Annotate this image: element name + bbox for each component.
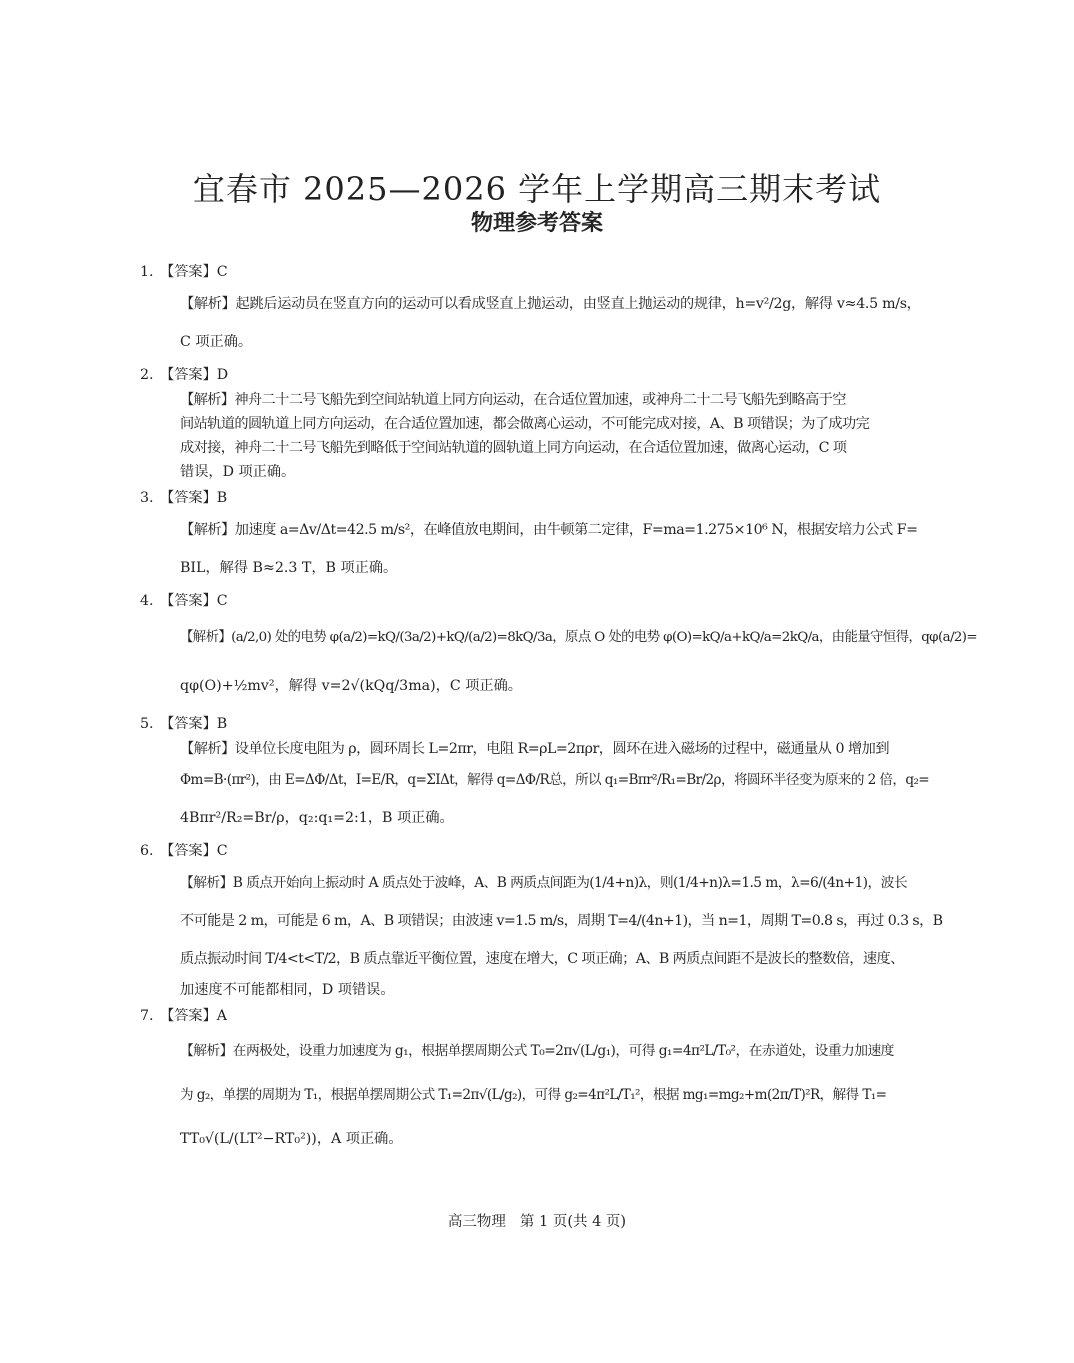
question-number: 2. <box>140 367 154 383</box>
analysis-line: 加速度不可能都相同，D 项错误。 <box>180 982 395 998</box>
question-4 <box>140 590 978 710</box>
analysis-line: 4Bπr²/R₂=Br/ρ，q₂:q₁=2:1，B 项正确。 <box>180 810 454 826</box>
analysis <box>160 737 930 837</box>
question-number: 6. <box>140 843 154 859</box>
page-subtitle: 物理参考答案 <box>470 211 603 236</box>
answer-list <box>140 258 978 1161</box>
analysis <box>160 614 978 710</box>
question-6 <box>140 840 943 1002</box>
analysis-line: 质点振动时间 T/4<t<T/2，B 质点靠近平衡位置，速度在增大，C 项正确；A、B 两质点间距不是波长的整数倍，速度、 <box>180 951 904 967</box>
analysis <box>160 388 916 484</box>
analysis-line: 间站轨道的圆轨道上同方向运动，在合适位置加速，都会做离心运动，不可能完成对接，A、B 项错误；为了成功完 <box>180 416 870 432</box>
analysis-line: 【解析】在两极处，设重力加速度为 g₁，根据单摆周期公式 T₀=2π√(L/g₁)，可得 g₁=4π²L/T₀²，在赤道处，设重力加速度 <box>180 1043 894 1059</box>
analysis-line: 【解析】设单位长度电阻为 ρ，圆环周长 L=2πr，电阻 R=ρL=2πρr，圆环在进入磁场的过程中，磁通量从 0 增加到 <box>180 741 890 757</box>
answer-text: 【答案】C <box>160 843 228 859</box>
analysis-line: TT₀√(L/(LT²−RT₀²))，A 项正确。 <box>180 1131 403 1147</box>
answer-text: 【答案】C <box>160 593 228 609</box>
analysis <box>160 864 943 1002</box>
question-2 <box>140 364 916 484</box>
analysis-line: qφ(O)+½mv²，解得 v=2√(kQq/3ma)，C 项正确。 <box>180 678 522 694</box>
question-5 <box>140 713 930 837</box>
question-number: 5. <box>140 716 154 732</box>
analysis-line: 成对接，神舟二十二号飞船先到略低于空间站轨道的圆轨道上同方向运动，在合适位置加速，做离心运动，C 项 <box>180 440 847 456</box>
analysis-line: 为 g₂，单摆的周期为 T₁，根据单摆周期公式 T₁=2π√(L/g₂)，可得 g₂=4π²L/T₁²，根据 mg₁=mg₂+m(2π/T)²R，解得 T₁= <box>180 1087 887 1103</box>
page-title: 宜春市 2025—2026 学年上学期高三期末考试 <box>192 170 882 208</box>
analysis-line: 【解析】加速度 a=Δv/Δt=42.5 m/s²，在峰值放电期间，由牛顿第二定律，F=ma=1.275×10⁶ N，根据安培力公式 F= <box>180 522 918 538</box>
footer-subject: 高三物理 <box>447 1214 506 1230</box>
question-7 <box>140 1005 916 1161</box>
answer-text: 【答案】C <box>160 264 228 280</box>
analysis-line: 【解析】(a/2,0) 处的电势 φ(a/2)=kQ/(3a/2)+kQ/(a/2)=8kQ/3a，原点 O 处的电势 φ(O)=kQ/a+kQ/a=2kQ/a，由能量守恒得，qφ(a/2)= <box>180 630 978 645</box>
page-footer <box>0 1210 1074 1231</box>
analysis <box>160 285 921 361</box>
answer-text: 【答案】B <box>160 490 228 506</box>
footer-page-number: 第 1 页(共 4 页) <box>519 1214 627 1230</box>
question-number: 1. <box>140 264 154 280</box>
analysis-line: 错误，D 项正确。 <box>180 464 296 480</box>
answer-text: 【答案】B <box>160 716 228 732</box>
analysis <box>160 511 916 587</box>
answer-text: 【答案】A <box>160 1008 227 1024</box>
analysis-line: 不可能是 2 m，可能是 6 m，A、B 项错误；由波速 v=1.5 m/s，周期 T=4/(4n+1)，当 n=1，周期 T=0.8 s，再过 0.3 s，B <box>180 913 943 929</box>
analysis-line: 【解析】神舟二十二号飞船先到空间站轨道上同方向运动，在合适位置加速，或神舟二十二号飞船先到略高于空 <box>180 392 846 408</box>
analysis-line: C 项正确。 <box>180 334 253 350</box>
answer-text: 【答案】D <box>160 367 229 383</box>
analysis-line: Φm=B·(πr²)，由 E=ΔΦ/Δt，I=E/R，q=ΣIΔt，解得 q=ΔΦ/R总，所以 q₁=Bπr²/R₁=Br/2ρ，将圆环半径变为原来的 2 倍，q₂= <box>180 772 930 788</box>
question-number: 7. <box>140 1008 154 1024</box>
question-number: 3. <box>140 490 154 506</box>
analysis-line: 【解析】B 质点开始向上振动时 A 质点处于波峰，A、B 两质点间距为(1/4+n)λ，则(1/4+n)λ=1.5 m，λ=6/(4n+1)，波长 <box>180 875 908 891</box>
question-1 <box>140 261 921 361</box>
analysis-line: BIL，解得 B≈2.3 T，B 项正确。 <box>180 560 398 576</box>
analysis <box>160 1029 916 1161</box>
question-number: 4. <box>140 593 154 609</box>
question-3 <box>140 487 918 587</box>
analysis-line: 【解析】起跳后运动员在竖直方向的运动可以看成竖直上抛运动，由竖直上抛运动的规律，h=v²/2g，解得 v≈4.5 m/s， <box>180 296 921 312</box>
